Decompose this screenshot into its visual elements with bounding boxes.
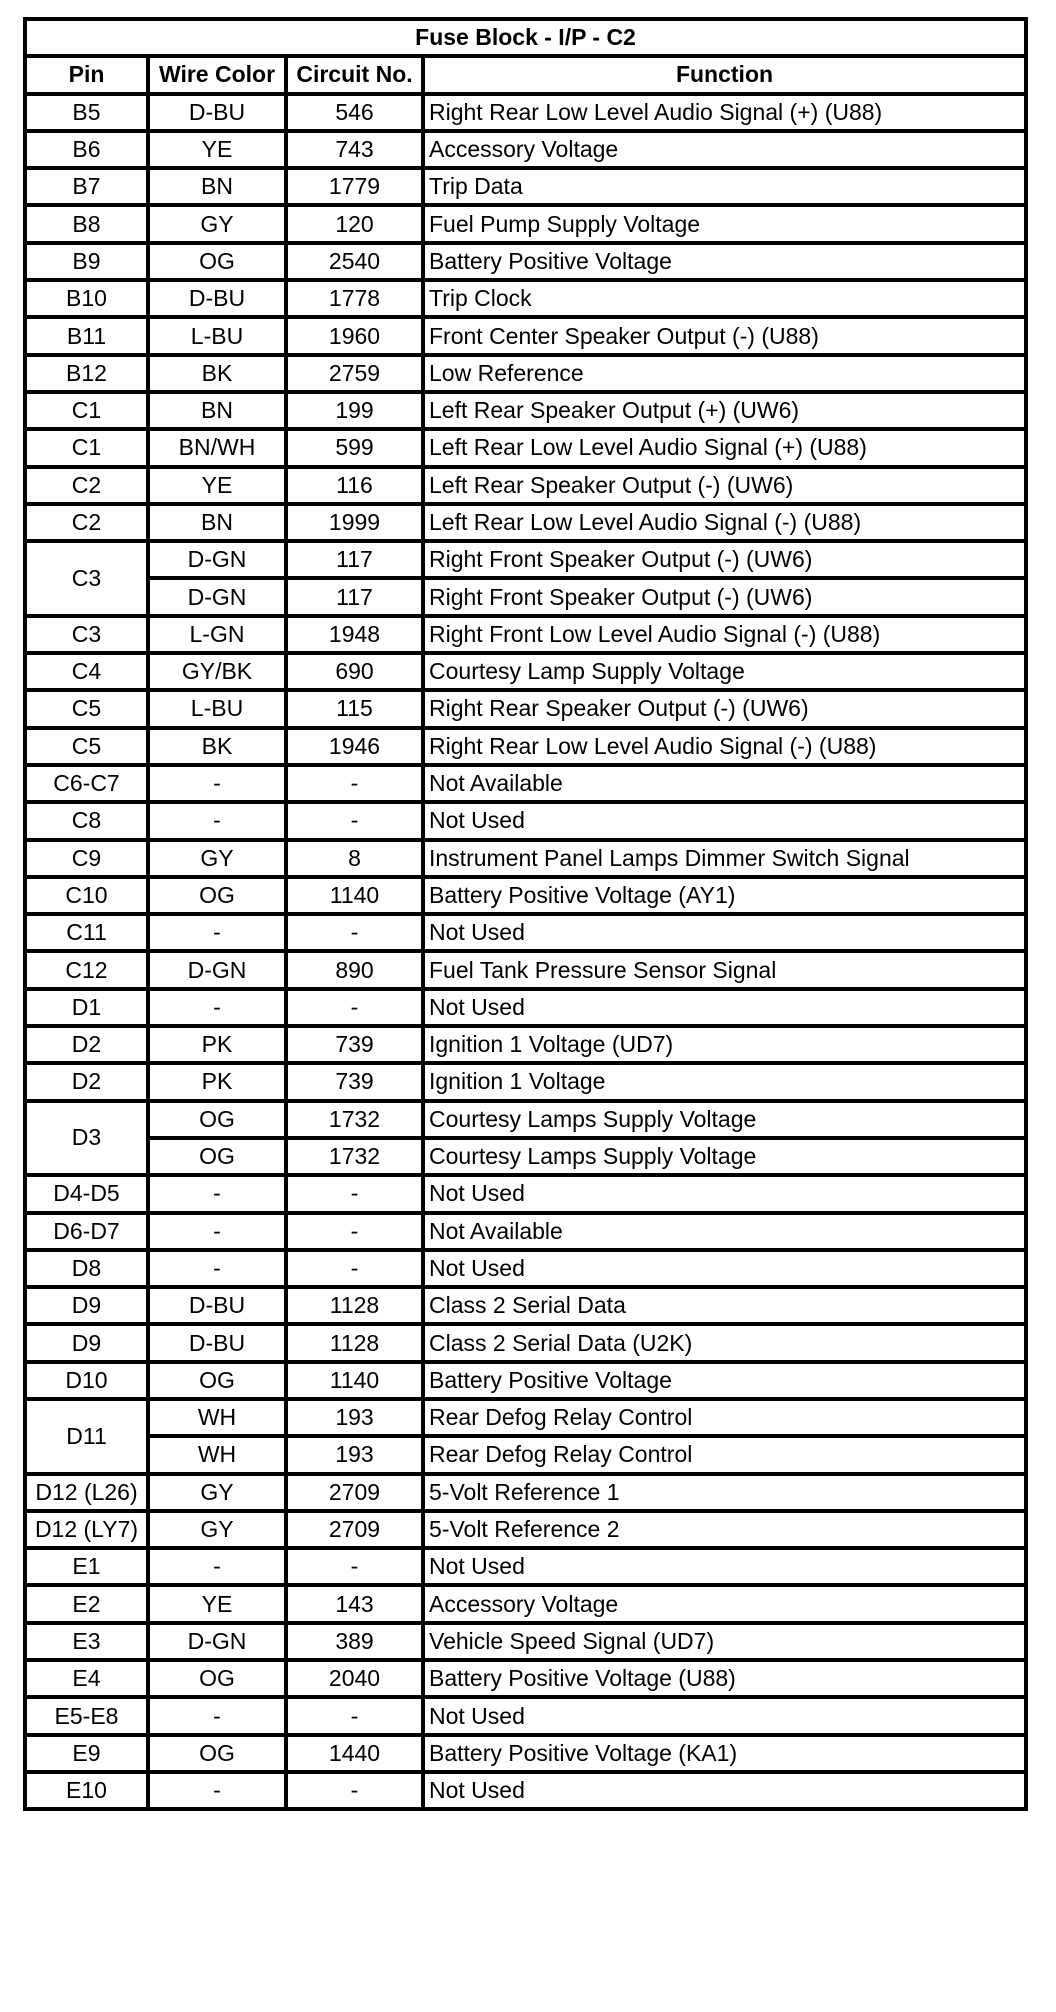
circuit-cell: - [286, 1548, 423, 1585]
function-cell: Ignition 1 Voltage (UD7) [423, 1026, 1026, 1063]
wire-color-cell: - [148, 802, 286, 839]
circuit-cell: 120 [286, 205, 423, 242]
pin-cell: B6 [25, 131, 148, 168]
wire-color-cell: OG [148, 1138, 286, 1175]
wire-color-cell: D-BU [148, 280, 286, 317]
circuit-cell: - [286, 914, 423, 951]
header-function: Function [423, 56, 1026, 93]
table-row [25, 1511, 1026, 1548]
function-cell: Trip Clock [423, 280, 1026, 317]
pin-cell: C10 [25, 877, 148, 914]
pin-cell: D2 [25, 1063, 148, 1100]
wire-color-cell: GY [148, 205, 286, 242]
wire-color-cell: BN [148, 392, 286, 429]
circuit-cell: 1732 [286, 1138, 423, 1175]
wire-color-cell: D-BU [148, 1324, 286, 1361]
pin-cell: D9 [25, 1324, 148, 1361]
circuit-cell: 2709 [286, 1511, 423, 1548]
circuit-cell: 1440 [286, 1735, 423, 1772]
circuit-cell: 1948 [286, 616, 423, 653]
table-row [25, 205, 1026, 242]
pin-cell: D12 (LY7) [25, 1511, 148, 1548]
function-cell: Right Rear Low Level Audio Signal (-) (U88) [423, 728, 1026, 765]
circuit-cell: 199 [286, 392, 423, 429]
function-cell: Left Rear Speaker Output (+) (UW6) [423, 392, 1026, 429]
wire-color-cell: WH [148, 1399, 286, 1436]
function-cell: Rear Defog Relay Control [423, 1399, 1026, 1436]
table-row [25, 616, 1026, 653]
pin-cell: D6-D7 [25, 1213, 148, 1250]
circuit-cell: 739 [286, 1026, 423, 1063]
circuit-cell: 599 [286, 429, 423, 466]
wire-color-cell: - [148, 1697, 286, 1734]
pin-cell: B12 [25, 355, 148, 392]
function-cell: Battery Positive Voltage [423, 1362, 1026, 1399]
function-cell: Not Used [423, 989, 1026, 1026]
function-cell: Fuel Tank Pressure Sensor Signal [423, 951, 1026, 988]
function-cell: Accessory Voltage [423, 131, 1026, 168]
table-row [25, 989, 1026, 1026]
table-row [25, 1138, 1026, 1175]
header-circuit-no: Circuit No. [286, 56, 423, 93]
circuit-cell: 743 [286, 131, 423, 168]
pin-cell: B10 [25, 280, 148, 317]
function-cell: Right Rear Low Level Audio Signal (+) (U88) [423, 94, 1026, 131]
wire-color-cell: OG [148, 1362, 286, 1399]
circuit-cell: 115 [286, 690, 423, 727]
pin-cell: B7 [25, 168, 148, 205]
pin-cell: B9 [25, 243, 148, 280]
table-row [25, 541, 1026, 578]
circuit-cell: - [286, 1697, 423, 1734]
circuit-cell: 143 [286, 1585, 423, 1622]
table-row [25, 1399, 1026, 1436]
circuit-cell: - [286, 1250, 423, 1287]
circuit-cell: 890 [286, 951, 423, 988]
table-row [25, 94, 1026, 131]
table-row [25, 1213, 1026, 1250]
pin-cell: D3 [25, 1101, 148, 1176]
function-cell: Right Front Low Level Audio Signal (-) (U88) [423, 616, 1026, 653]
pin-cell: E10 [25, 1772, 148, 1809]
table-row [25, 168, 1026, 205]
wire-color-cell: GY [148, 840, 286, 877]
table-row [25, 467, 1026, 504]
wire-color-cell: - [148, 1213, 286, 1250]
wire-color-cell: D-GN [148, 1623, 286, 1660]
table-row [25, 1474, 1026, 1511]
circuit-cell: 739 [286, 1063, 423, 1100]
table-row [25, 578, 1026, 615]
circuit-cell: 1128 [286, 1324, 423, 1361]
wire-color-cell: L-BU [148, 317, 286, 354]
circuit-cell: - [286, 802, 423, 839]
wire-color-cell: BN [148, 168, 286, 205]
function-cell: Left Rear Speaker Output (-) (UW6) [423, 467, 1026, 504]
title-row [25, 19, 1026, 56]
table-row [25, 1250, 1026, 1287]
wire-color-cell: D-BU [148, 94, 286, 131]
table-row [25, 1660, 1026, 1697]
pin-cell: C4 [25, 653, 148, 690]
wire-color-cell: - [148, 989, 286, 1026]
table-row [25, 317, 1026, 354]
function-cell: Battery Positive Voltage (KA1) [423, 1735, 1026, 1772]
table-row [25, 429, 1026, 466]
table-row [25, 765, 1026, 802]
function-cell: Left Rear Low Level Audio Signal (+) (U88) [423, 429, 1026, 466]
pin-cell: C5 [25, 690, 148, 727]
circuit-cell: 8 [286, 840, 423, 877]
pin-cell: C6-C7 [25, 765, 148, 802]
pin-cell: C3 [25, 541, 148, 616]
circuit-cell: 1140 [286, 1362, 423, 1399]
pin-cell: E2 [25, 1585, 148, 1622]
header-row [25, 56, 1026, 93]
pin-cell: D2 [25, 1026, 148, 1063]
function-cell: Right Rear Speaker Output (-) (UW6) [423, 690, 1026, 727]
table-row [25, 1026, 1026, 1063]
function-cell: Not Used [423, 1250, 1026, 1287]
wire-color-cell: D-GN [148, 951, 286, 988]
function-cell: Trip Data [423, 168, 1026, 205]
pin-cell: C2 [25, 467, 148, 504]
pin-cell: D9 [25, 1287, 148, 1324]
function-cell: Low Reference [423, 355, 1026, 392]
wire-color-cell: WH [148, 1436, 286, 1473]
pin-cell: D4-D5 [25, 1175, 148, 1212]
circuit-cell: 1960 [286, 317, 423, 354]
wire-color-cell: PK [148, 1026, 286, 1063]
function-cell: Courtesy Lamps Supply Voltage [423, 1138, 1026, 1175]
pin-cell: B5 [25, 94, 148, 131]
circuit-cell: 2540 [286, 243, 423, 280]
pin-cell: C5 [25, 728, 148, 765]
circuit-cell: 546 [286, 94, 423, 131]
circuit-cell: - [286, 1213, 423, 1250]
table-row [25, 504, 1026, 541]
function-cell: Right Front Speaker Output (-) (UW6) [423, 541, 1026, 578]
table-body [25, 94, 1026, 1810]
circuit-cell: 2709 [286, 1474, 423, 1511]
wire-color-cell: - [148, 1772, 286, 1809]
function-cell: Right Front Speaker Output (-) (UW6) [423, 578, 1026, 615]
wire-color-cell: - [148, 765, 286, 802]
table-row [25, 1362, 1026, 1399]
function-cell: Battery Positive Voltage [423, 243, 1026, 280]
pin-cell: D10 [25, 1362, 148, 1399]
wire-color-cell: BN/WH [148, 429, 286, 466]
circuit-cell: 117 [286, 541, 423, 578]
pin-cell: D12 (L26) [25, 1474, 148, 1511]
wire-color-cell: D-GN [148, 578, 286, 615]
pin-cell: C3 [25, 616, 148, 653]
pin-cell: B8 [25, 205, 148, 242]
circuit-cell: 690 [286, 653, 423, 690]
wire-color-cell: BK [148, 728, 286, 765]
wire-color-cell: - [148, 1175, 286, 1212]
header-pin: Pin [25, 56, 148, 93]
wire-color-cell: PK [148, 1063, 286, 1100]
circuit-cell: 193 [286, 1399, 423, 1436]
circuit-cell: 389 [286, 1623, 423, 1660]
pin-cell: B11 [25, 317, 148, 354]
circuit-cell: 1779 [286, 168, 423, 205]
function-cell: Not Available [423, 765, 1026, 802]
wire-color-cell: - [148, 1548, 286, 1585]
circuit-cell: - [286, 1772, 423, 1809]
table-title: Fuse Block - I/P - C2 [25, 19, 1026, 56]
function-cell: Class 2 Serial Data [423, 1287, 1026, 1324]
table-row [25, 728, 1026, 765]
wire-color-cell: OG [148, 243, 286, 280]
wire-color-cell: BN [148, 504, 286, 541]
function-cell: Accessory Voltage [423, 1585, 1026, 1622]
function-cell: 5-Volt Reference 1 [423, 1474, 1026, 1511]
table-row [25, 840, 1026, 877]
pin-cell: C12 [25, 951, 148, 988]
wire-color-cell: BK [148, 355, 286, 392]
function-cell: Battery Positive Voltage (U88) [423, 1660, 1026, 1697]
pin-cell: C2 [25, 504, 148, 541]
table-row [25, 951, 1026, 988]
table-row [25, 1324, 1026, 1361]
function-cell: Rear Defog Relay Control [423, 1436, 1026, 1473]
table-row [25, 243, 1026, 280]
function-cell: Class 2 Serial Data (U2K) [423, 1324, 1026, 1361]
header-wire-color: Wire Color [148, 56, 286, 93]
table-row [25, 877, 1026, 914]
table-row [25, 914, 1026, 951]
wire-color-cell: - [148, 914, 286, 951]
table-row [25, 1436, 1026, 1473]
function-cell: Ignition 1 Voltage [423, 1063, 1026, 1100]
wire-color-cell: YE [148, 1585, 286, 1622]
pin-cell: C8 [25, 802, 148, 839]
function-cell: Not Used [423, 802, 1026, 839]
wire-color-cell: GY [148, 1474, 286, 1511]
circuit-cell: 1778 [286, 280, 423, 317]
circuit-cell: - [286, 989, 423, 1026]
wire-color-cell: OG [148, 877, 286, 914]
table-row [25, 690, 1026, 727]
function-cell: Courtesy Lamp Supply Voltage [423, 653, 1026, 690]
table-row [25, 1175, 1026, 1212]
wire-color-cell: L-GN [148, 616, 286, 653]
fuse-block-table [23, 17, 1028, 1811]
circuit-cell: 193 [286, 1436, 423, 1473]
function-cell: Not Used [423, 1175, 1026, 1212]
wire-color-cell: GY [148, 1511, 286, 1548]
pin-cell: D1 [25, 989, 148, 1026]
wire-color-cell: OG [148, 1660, 286, 1697]
function-cell: Not Used [423, 914, 1026, 951]
pin-cell: D8 [25, 1250, 148, 1287]
table-row [25, 1772, 1026, 1809]
pin-cell: C9 [25, 840, 148, 877]
pin-cell: E4 [25, 1660, 148, 1697]
circuit-cell: 1999 [286, 504, 423, 541]
pin-cell: E5-E8 [25, 1697, 148, 1734]
wire-color-cell: L-BU [148, 690, 286, 727]
function-cell: 5-Volt Reference 2 [423, 1511, 1026, 1548]
function-cell: Instrument Panel Lamps Dimmer Switch Signal [423, 840, 1026, 877]
wire-color-cell: YE [148, 131, 286, 168]
function-cell: Not Available [423, 1213, 1026, 1250]
circuit-cell: 1732 [286, 1101, 423, 1138]
wire-color-cell: D-BU [148, 1287, 286, 1324]
pin-cell: E9 [25, 1735, 148, 1772]
function-cell: Not Used [423, 1548, 1026, 1585]
table-row [25, 131, 1026, 168]
circuit-cell: 117 [286, 578, 423, 615]
table-row [25, 1548, 1026, 1585]
table-row [25, 802, 1026, 839]
function-cell: Courtesy Lamps Supply Voltage [423, 1101, 1026, 1138]
wire-color-cell: GY/BK [148, 653, 286, 690]
function-cell: Not Used [423, 1772, 1026, 1809]
wire-color-cell: OG [148, 1101, 286, 1138]
table-row [25, 392, 1026, 429]
circuit-cell: 116 [286, 467, 423, 504]
table-row [25, 355, 1026, 392]
function-cell: Left Rear Low Level Audio Signal (-) (U88) [423, 504, 1026, 541]
wire-color-cell: OG [148, 1735, 286, 1772]
circuit-cell: 2759 [286, 355, 423, 392]
function-cell: Vehicle Speed Signal (UD7) [423, 1623, 1026, 1660]
function-cell: Not Used [423, 1697, 1026, 1734]
circuit-cell: 2040 [286, 1660, 423, 1697]
function-cell: Front Center Speaker Output (-) (U88) [423, 317, 1026, 354]
table-row [25, 1697, 1026, 1734]
table-row [25, 1287, 1026, 1324]
pin-cell: C1 [25, 429, 148, 466]
wire-color-cell: - [148, 1250, 286, 1287]
pin-cell: C11 [25, 914, 148, 951]
function-cell: Fuel Pump Supply Voltage [423, 205, 1026, 242]
table-row [25, 1585, 1026, 1622]
circuit-cell: 1140 [286, 877, 423, 914]
pin-cell: E1 [25, 1548, 148, 1585]
pin-cell: D11 [25, 1399, 148, 1474]
table-row [25, 653, 1026, 690]
table-row [25, 1735, 1026, 1772]
circuit-cell: 1128 [286, 1287, 423, 1324]
pin-cell: C1 [25, 392, 148, 429]
circuit-cell: - [286, 765, 423, 802]
table-row [25, 1101, 1026, 1138]
circuit-cell: 1946 [286, 728, 423, 765]
wire-color-cell: YE [148, 467, 286, 504]
function-cell: Battery Positive Voltage (AY1) [423, 877, 1026, 914]
pin-cell: E3 [25, 1623, 148, 1660]
wire-color-cell: D-GN [148, 541, 286, 578]
table-row [25, 1623, 1026, 1660]
circuit-cell: - [286, 1175, 423, 1212]
table-row [25, 1063, 1026, 1100]
table-row [25, 280, 1026, 317]
